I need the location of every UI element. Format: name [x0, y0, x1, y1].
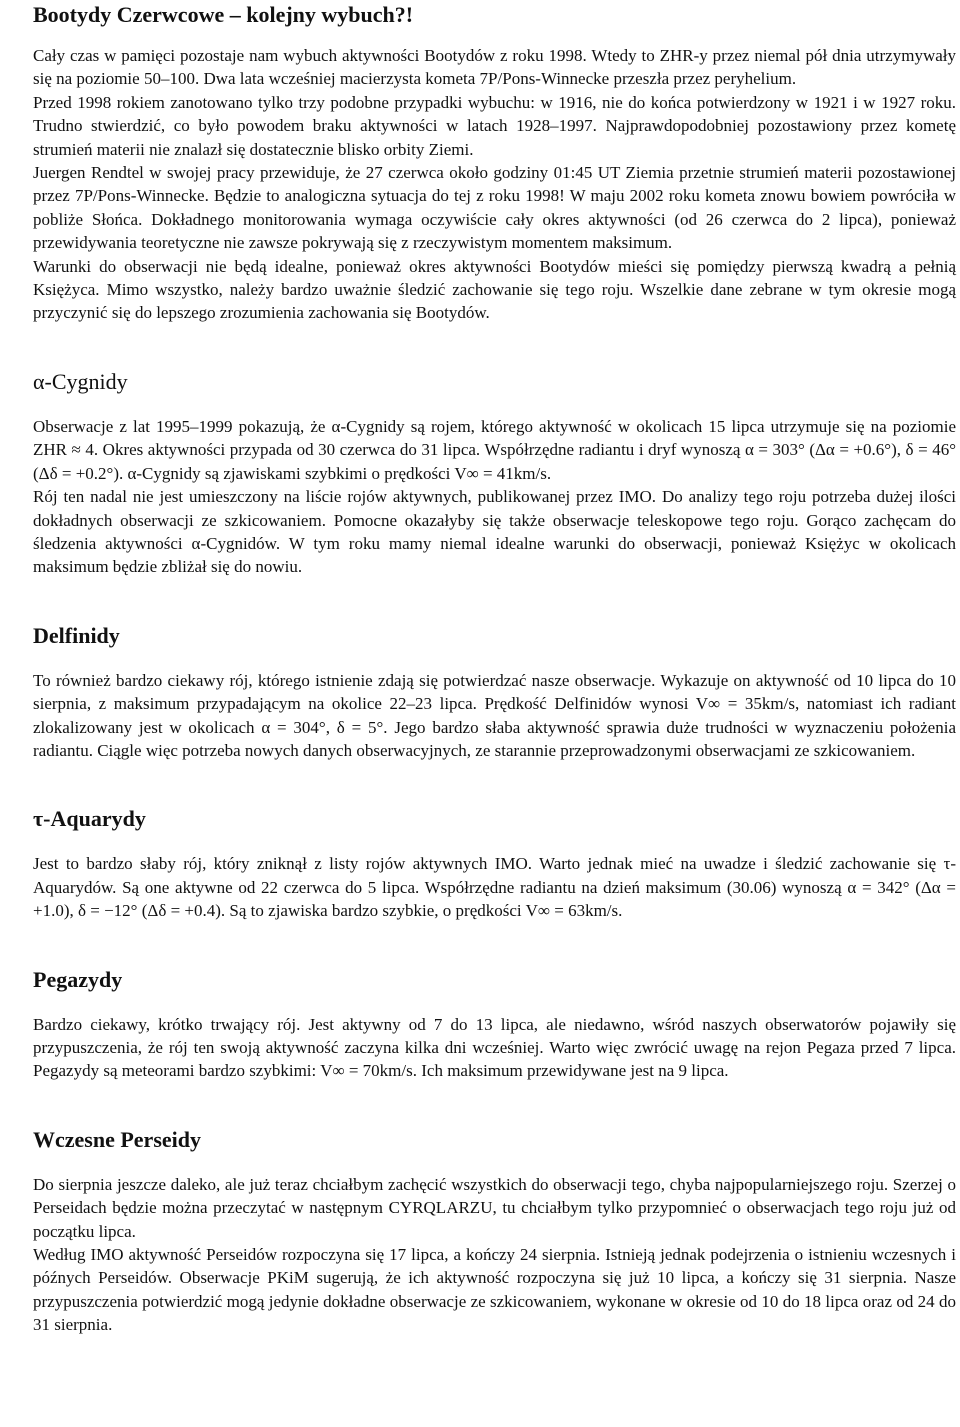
alpha-cygnidy-paragraph-2: Rój ten nadal nie jest umieszczony na liście rojów aktywnych, publikowanej przez IMO. Do analizy tego roju potrzeba dużej ilości dokładnych obserwacji ze szkicowaniem. Pomocne okazałyby się także obserwacje teleskopowe tego roju. Gorąco zachęcam do śledzenia aktywności α-Cygnidów. W tym roku mamy niemal idealne warunki do obserwacji, ponieważ Księżyc w okolicach maksimum będzie zbliżał się do nowiu. [33, 487, 956, 577]
wczesne-perseidy-paragraph-1: Do sierpnia jeszcze daleko, ale już teraz chciałbym zachęcić wszystkich do obserwacji tego, chyba najpopularniejszego roju. Szerzej o Perseidach będzie można przeczytać w następnym CYRQLARZU, tu chciałbym tylko przypomnieć o obserwacjach tego roju już od początku lipca. [33, 1174, 956, 1241]
section-title-delfinidy: Delfinidy [33, 622, 120, 648]
alpha-cygnidy-paragraph-1: Obserwacje z lat 1995–1999 pokazują, że α-Cygnidy są rojem, którego aktywność w okolicach 15 lipca utrzymuje się na poziomie ZHR ≈ 4. Okres aktywności przypada od 30 czerwca do 31 lipca. Współrzędne radiantu i dryf wynoszą α = 303° (Δα = +0.6°), δ = 46° (Δδ = +0.2°). α-Cygnidy są zjawiskami szybkimi o prędkości V∞ = 41km/s. [33, 416, 956, 483]
intro-paragraph-1: Cały czas w pamięci pozostaje nam wybuch aktywności Bootydów z roku 1998. Wtedy to ZHR-y przez niemal pół dnia utrzymywały się na poziomie 50–100. Dwa lata wcześniej macierzysta kometa 7P/Pons-Winnecke przeszła przez peryhelium. [33, 46, 956, 89]
delfinidy-paragraph-1: To również bardzo ciekawy rój, którego istnienie zdają się potwierdzać nasze obserwacje. Wykazuje on aktywność od 10 lipca do 10 sierpnia, z maksimum przypadającym na okolice 22–23 lipca. Prędkość Delfinidów wynosi V∞ = 35km/s, natomiast ich radiant zlokalizowany jest w okolicach α = 304°, δ = 5°. Jego bardzo słaba aktywność sprawia duże trudności w wyznaczeniu położenia radiantu. Ciągle więc potrzeba nowych danych obserwacyjnych, ze starannie przeprowadzonymi obserwacjami ze szkicowaniem. [33, 670, 956, 760]
pegazydy-paragraph-1: Bardzo ciekawy, krótko trwający rój. Jest aktywny od 7 do 13 lipca, ale niedawno, wśród naszych obserwatorów pojawiły się przypuszczenia, że rój ten swoją aktywność zaczyna kilka dni wcześniej. Warto więc zwrócić uwagę na rejon Pegaza przed 7 lipca. Pegazydy są meteorami bardzo szybkimi: V∞ = 70km/s. Ich maksimum przewidywane jest na 9 lipca. [33, 1014, 956, 1081]
intro-paragraph-2: Przed 1998 rokiem zanotowano tylko trzy podobne przypadki wybuchu: w 1916, nie do końca potwierdzony w 1921 i w 1927 roku. Trudno stwierdzić, co było powodem braku aktywności w latach 1928–1997. Najprawdopodobniej pozostawiony przez kometę strumień materii nie znalazł się dostatecznie blisko orbity Ziemi. [33, 92, 956, 159]
tau-aquarydy-paragraph-1: Jest to bardzo słaby rój, który zniknął z listy rojów aktywnych IMO. Warto jednak mieć na uwadze i śledzić zachowanie się τ-Aquarydów. Są one aktywne od 22 czerwca do 5 lipca. Współrzędne radiantu na dzień maksimum (30.06) wynoszą α = 342° (Δα = +1.0), δ = −12° (Δδ = +0.4). Są to zjawiska bardzo szybkie, o prędkości V∞ = 63km/s. [33, 854, 956, 921]
section-title-alpha-cygnidy: α-Cygnidy [33, 368, 128, 394]
section-title-tau-aquarydy: τ-Aquarydy [33, 806, 146, 832]
section-title-wczesne-perseidy: Wczesne Perseidy [33, 1126, 201, 1152]
wczesne-perseidy-paragraph-2: Według IMO aktywność Perseidów rozpoczyna się 17 lipca, a kończy 24 sierpnia. Istnieją jednak podejrzenia o istnieniu wczesnych i późnych Perseidów. Obserwacje PKiM sugerują, że ich aktywność rozpoczyna się już 10 lipca, a kończy się 31 sierpnia. Nasze przypuszczenia potwierdzić mogą jedynie dokładne obserwacje ze szkicowaniem, wykonane w okresie od 10 do 18 lipca oraz od 24 do 31 sierpnia. [33, 1245, 956, 1335]
intro-paragraph-4: Warunki do obserwacji nie będą idealne, ponieważ okres aktywności Bootydów mieści się pomiędzy pierwszą kwadrą a pełnią Księżyca. Mimo wszystko, należy bardzo uważnie śledzić zachowanie się tego roju. Wszelkie dane zebrane w tym okresie mogą przyczynić się do lepszego zrozumienia zachowania się Bootydów. [33, 256, 956, 323]
page-title: Bootydy Czerwcowe – kolejny wybuch?! [33, 2, 414, 27]
section-title-pegazydy: Pegazydy [33, 966, 123, 992]
intro-paragraph-3: Juergen Rendtel w swojej pracy przewiduje, że 27 czerwca około godziny 01:45 UT Ziemia przetnie strumień materii pozostawionej przez 7P/Pons-Winnecke. Będzie to analogiczna sytuacja do tej z roku 1998! W maju 2002 roku kometa znowu bowiem powróciła w pobliże Słońca. Dokładnego monitorowania wymaga oczywiście cały okres aktywności (od 26 czerwca do 2 lipca), ponieważ przewidywania teoretyczne nie zawsze pokrywają się z rzeczywistym momentem maksimum. [33, 163, 956, 253]
